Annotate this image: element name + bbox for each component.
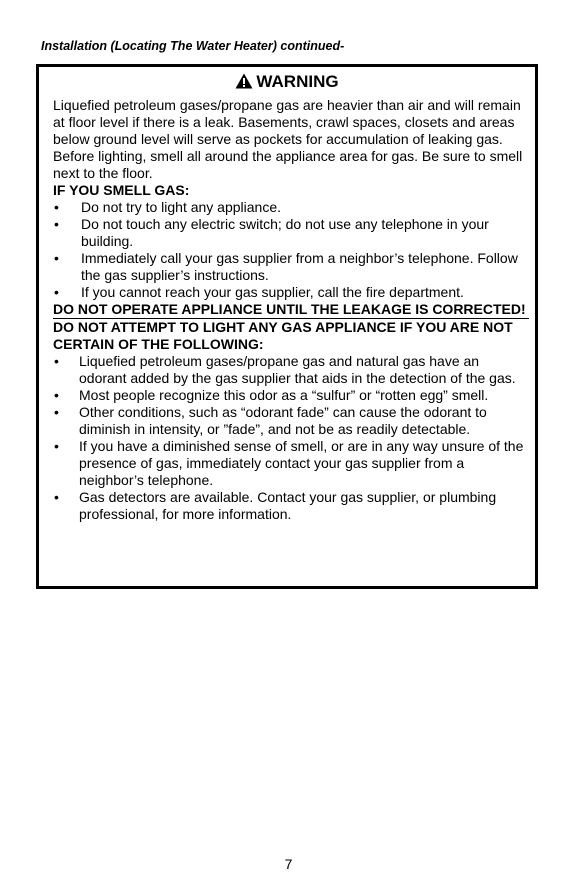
warning-triangle-icon — [235, 73, 253, 89]
section-header: Installation (Locating The Water Heater) continued- — [41, 39, 345, 53]
bullet-icon: • — [54, 250, 59, 266]
list-item: • If you have a diminished sense of smell, or are in any way unsure of the presence of gas, immediately contact your gas supplier from a neighbor’s telephone. — [54, 438, 524, 488]
bullet-icon: • — [54, 199, 59, 215]
bullet-icon: • — [54, 216, 59, 232]
list-item: • Immediately call your gas supplier from a neighbor’s telephone. Follow the gas supplier’s instructions. — [54, 250, 518, 283]
list-item: • Other conditions, such as “odorant fade” can cause the odorant to diminish in intensity, or ”fade”, and not be as readily detectable. — [54, 404, 487, 437]
warning-title — [39, 72, 535, 92]
warning-content — [53, 97, 529, 523]
smell-gas-list — [53, 199, 529, 301]
bullet-icon: • — [54, 284, 59, 300]
bullet-icon: • — [54, 438, 59, 454]
list-item: • If you cannot reach your gas supplier, call the fire department. — [54, 284, 464, 300]
list-item: • Most people recognize this odor as a “sulfur” or “rotten egg” smell. — [54, 387, 489, 403]
list-item: • Do not try to light any appliance. — [54, 199, 282, 215]
bullet-icon: • — [54, 353, 59, 369]
smell-gas-heading: IF YOU SMELL GAS: — [53, 182, 190, 198]
warning-box — [36, 64, 538, 589]
do-not-operate-notice: DO NOT OPERATE APPLIANCE UNTIL THE LEAKAGE IS CORRECTED! — [53, 301, 526, 317]
page-number: 7 — [284, 856, 293, 872]
list-item: • Liquefied petroleum gases/propane gas and natural gas have an odorant added by the gas supplier that aids in the detection of the gas. — [54, 353, 516, 386]
warning-intro: Liquefied petroleum gases/propane gas are heavier than air and will remain at floor level if there is a leak. Basements, crawl spaces, closets and areas below ground level will serve as pockets for accumulation of leaking gas. Before lighting, smell all around the appliance area for gas. Be sure to smell next to the floor. — [53, 97, 523, 181]
list-item: • Gas detectors are available. Contact your gas supplier, or plumbing professional, for more information. — [54, 489, 497, 522]
warning-title-text: WARNING — [256, 72, 339, 91]
bullet-icon: • — [54, 404, 59, 420]
bullet-icon: • — [54, 489, 59, 505]
certain-list — [53, 353, 529, 523]
do-not-attempt-notice: DO NOT ATTEMPT TO LIGHT ANY GAS APPLIANCE IF YOU ARE NOT CERTAIN OF THE FOLLOWING: — [53, 319, 513, 352]
bullet-icon: • — [54, 387, 59, 403]
list-item: • Do not touch any electric switch; do not use any telephone in your building. — [54, 216, 489, 249]
